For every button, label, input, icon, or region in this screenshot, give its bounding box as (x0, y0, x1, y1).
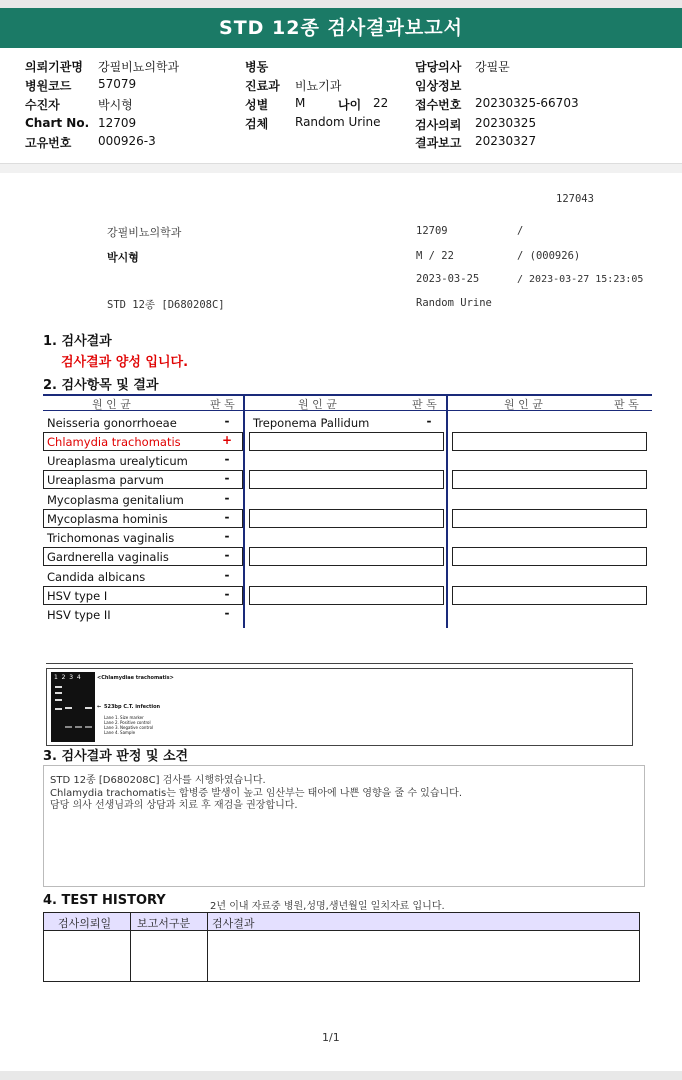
header-verdict: 판 독 (210, 398, 235, 411)
gel-band (65, 726, 72, 728)
section-divider (0, 163, 682, 173)
gel-legend: Lane 1. Size marker (104, 715, 144, 720)
gel-lane-numbers: 1 2 3 4 (54, 674, 81, 681)
pathogen-name: Chlamydia trachomatis (47, 435, 181, 449)
grid-divider (243, 394, 245, 628)
chart-value: 12709 (98, 116, 137, 130)
print-specimen: Random Urine (416, 297, 492, 309)
grid-top-rule (43, 394, 652, 396)
opinion-box (43, 765, 645, 887)
history-col-result: 검사결과 (212, 917, 255, 930)
request-value: 20230325 (475, 116, 537, 130)
history-col-divider (207, 913, 208, 981)
hospital-value: 강필비뇨의학과 (98, 60, 180, 74)
pathogen-result: - (426, 414, 432, 428)
sex-label: 성별 (245, 98, 269, 112)
pathogen-name: Gardnerella vaginalis (47, 550, 169, 564)
gel-band (55, 699, 62, 701)
section1-heading: 1. 검사결과 (43, 334, 112, 349)
gel-band (85, 726, 92, 728)
code-label: 병원코드 (25, 79, 72, 93)
patient-value: 박시형 (98, 98, 133, 112)
empty-row-box (249, 432, 444, 451)
receipt-label: 접수번호 (415, 98, 462, 112)
gel-band (85, 707, 92, 709)
pathogen-name: Candida albicans (47, 570, 146, 584)
gel-band (55, 708, 62, 710)
pathogen-name: Ureaplasma urealyticum (47, 454, 188, 468)
empty-row-box (249, 470, 444, 489)
history-table-header (44, 913, 639, 931)
result-summary: 검사결과 양성 입니다. (61, 355, 189, 370)
history-col-type: 보고서구분 (137, 917, 191, 930)
sex-value: M (295, 96, 306, 110)
empty-row-box (452, 586, 647, 605)
grid-header-rule (43, 410, 652, 411)
report-value: 20230327 (475, 134, 537, 148)
print-hospital: 강필비뇨의학과 (107, 226, 182, 239)
report-title: STD 12종 검사결과보고서 (0, 8, 682, 48)
empty-row-box (452, 432, 647, 451)
pathogen-result: - (224, 452, 230, 466)
pathogen-result: - (224, 606, 230, 620)
dept-value: 비뇨기과 (295, 79, 342, 93)
print-chart: 12709 (416, 225, 448, 237)
print-sex-age: M / 22 (416, 250, 454, 262)
gel-top-rule (46, 663, 633, 664)
header-pathogen: 원 인 균 (504, 398, 543, 411)
pathogen-name: Neisseria gonorrhoeae (47, 416, 177, 430)
pathogen-result: - (224, 491, 230, 505)
pathogen-name: Mycoplasma genitalium (47, 493, 184, 507)
pathogen-result: - (224, 471, 230, 485)
history-col-divider (130, 913, 131, 981)
gel-band (65, 707, 72, 709)
doctor-label: 담당의사 (415, 60, 462, 74)
opinion-line: 담당 의사 선생님과의 상담과 치료 후 재검을 권장합니다. (50, 800, 298, 811)
pathogen-name: Ureaplasma parvum (47, 473, 164, 487)
gel-legend: Lane 3. Negative control (104, 725, 154, 730)
opinion-line: STD 12종 [D680208C] 검사를 시행하였습니다. (50, 775, 266, 786)
print-date-reported: / 2023-03-27 15:23:05 (517, 274, 644, 285)
pathogen-result: - (224, 548, 230, 562)
pathogen-result: - (224, 587, 230, 601)
specimen-value: Random Urine (295, 115, 381, 129)
hospital-label: 의뢰기관명 (25, 60, 83, 74)
unique-label: 고유번호 (25, 136, 72, 150)
pathogen-result: - (224, 510, 230, 524)
section3-heading: 3. 검사결과 판정 및 소견 (43, 749, 189, 764)
print-unique: / (000926) (517, 250, 581, 262)
print-id: 127043 (556, 193, 594, 205)
report-label: 결과보고 (415, 136, 462, 150)
pathogen-result: - (224, 568, 230, 582)
receipt-value: 20230325-66703 (475, 96, 579, 110)
pathogen-result: - (224, 529, 230, 543)
header-pathogen: 원 인 균 (298, 398, 337, 411)
specimen-label: 검체 (245, 117, 269, 131)
section4-heading: 4. TEST HISTORY (43, 893, 166, 908)
gel-title: <Chlamydiae trachomatis> (97, 675, 174, 681)
pathogen-name: Mycoplasma hominis (47, 512, 168, 526)
bottom-bar (0, 1071, 682, 1080)
print-date-received: 2023-03-25 (416, 273, 480, 285)
empty-row-box (452, 470, 647, 489)
section2-heading: 2. 검사항목 및 결과 (43, 378, 159, 393)
gel-legend: Lane 2. Positive control (104, 720, 151, 725)
print-slash: / (517, 225, 524, 237)
unique-value: 000926-3 (98, 134, 156, 148)
print-test: STD 12종 [D680208C] (107, 299, 225, 311)
history-table (43, 912, 640, 982)
age-value: 22 (373, 96, 389, 110)
request-label: 검사의뢰 (415, 118, 462, 132)
gel-band-label-prefix: ← (97, 704, 102, 710)
clinic-label: 임상정보 (415, 79, 462, 93)
gel-band (55, 692, 62, 694)
gel-legend: Lane 4. Sample (104, 730, 136, 735)
pathogen-result: + (221, 433, 233, 447)
header-verdict: 판 독 (412, 398, 437, 411)
print-patient: 박시형 (107, 251, 139, 264)
header-verdict: 판 독 (614, 398, 639, 411)
pathogen-name: HSV type II (47, 608, 111, 622)
chart-label: Chart No. (25, 116, 90, 130)
dept-label: 진료과 (245, 79, 280, 93)
empty-row-box (452, 547, 647, 566)
code-value: 57079 (98, 77, 137, 91)
age-label: 나이 (338, 98, 362, 112)
patient-label: 수진자 (25, 98, 60, 112)
empty-row-box (249, 586, 444, 605)
doctor-value: 강필문 (475, 60, 510, 74)
pathogen-name: Treponema Pallidum (253, 416, 370, 430)
pathogen-result: - (224, 414, 230, 428)
top-bar (0, 0, 682, 8)
ward-label: 병동 (245, 60, 269, 74)
history-col-date: 검사의뢰일 (58, 917, 112, 930)
empty-row-box (249, 509, 444, 528)
gel-band (75, 726, 82, 728)
gel-band (55, 686, 62, 688)
page-number: 1/1 (322, 1031, 340, 1044)
grid-divider (446, 394, 448, 628)
pathogen-name: Trichomonas vaginalis (47, 531, 175, 545)
opinion-line: Chlamydia trachomatis는 합병증 발생이 높고 임산부는 태아에 나쁜 영향을 줄 수 있습니다. (50, 788, 462, 799)
history-note: 2년 이내 자료중 병원,성명,생년월일 일치자료 입니다. (210, 901, 445, 912)
header-pathogen: 원 인 균 (92, 398, 131, 411)
pathogen-name: HSV type I (47, 589, 108, 603)
gel-band-label: 523bp C.T. infection (104, 704, 161, 710)
empty-row-box (452, 509, 647, 528)
gel-image (51, 672, 95, 742)
empty-row-box (249, 547, 444, 566)
